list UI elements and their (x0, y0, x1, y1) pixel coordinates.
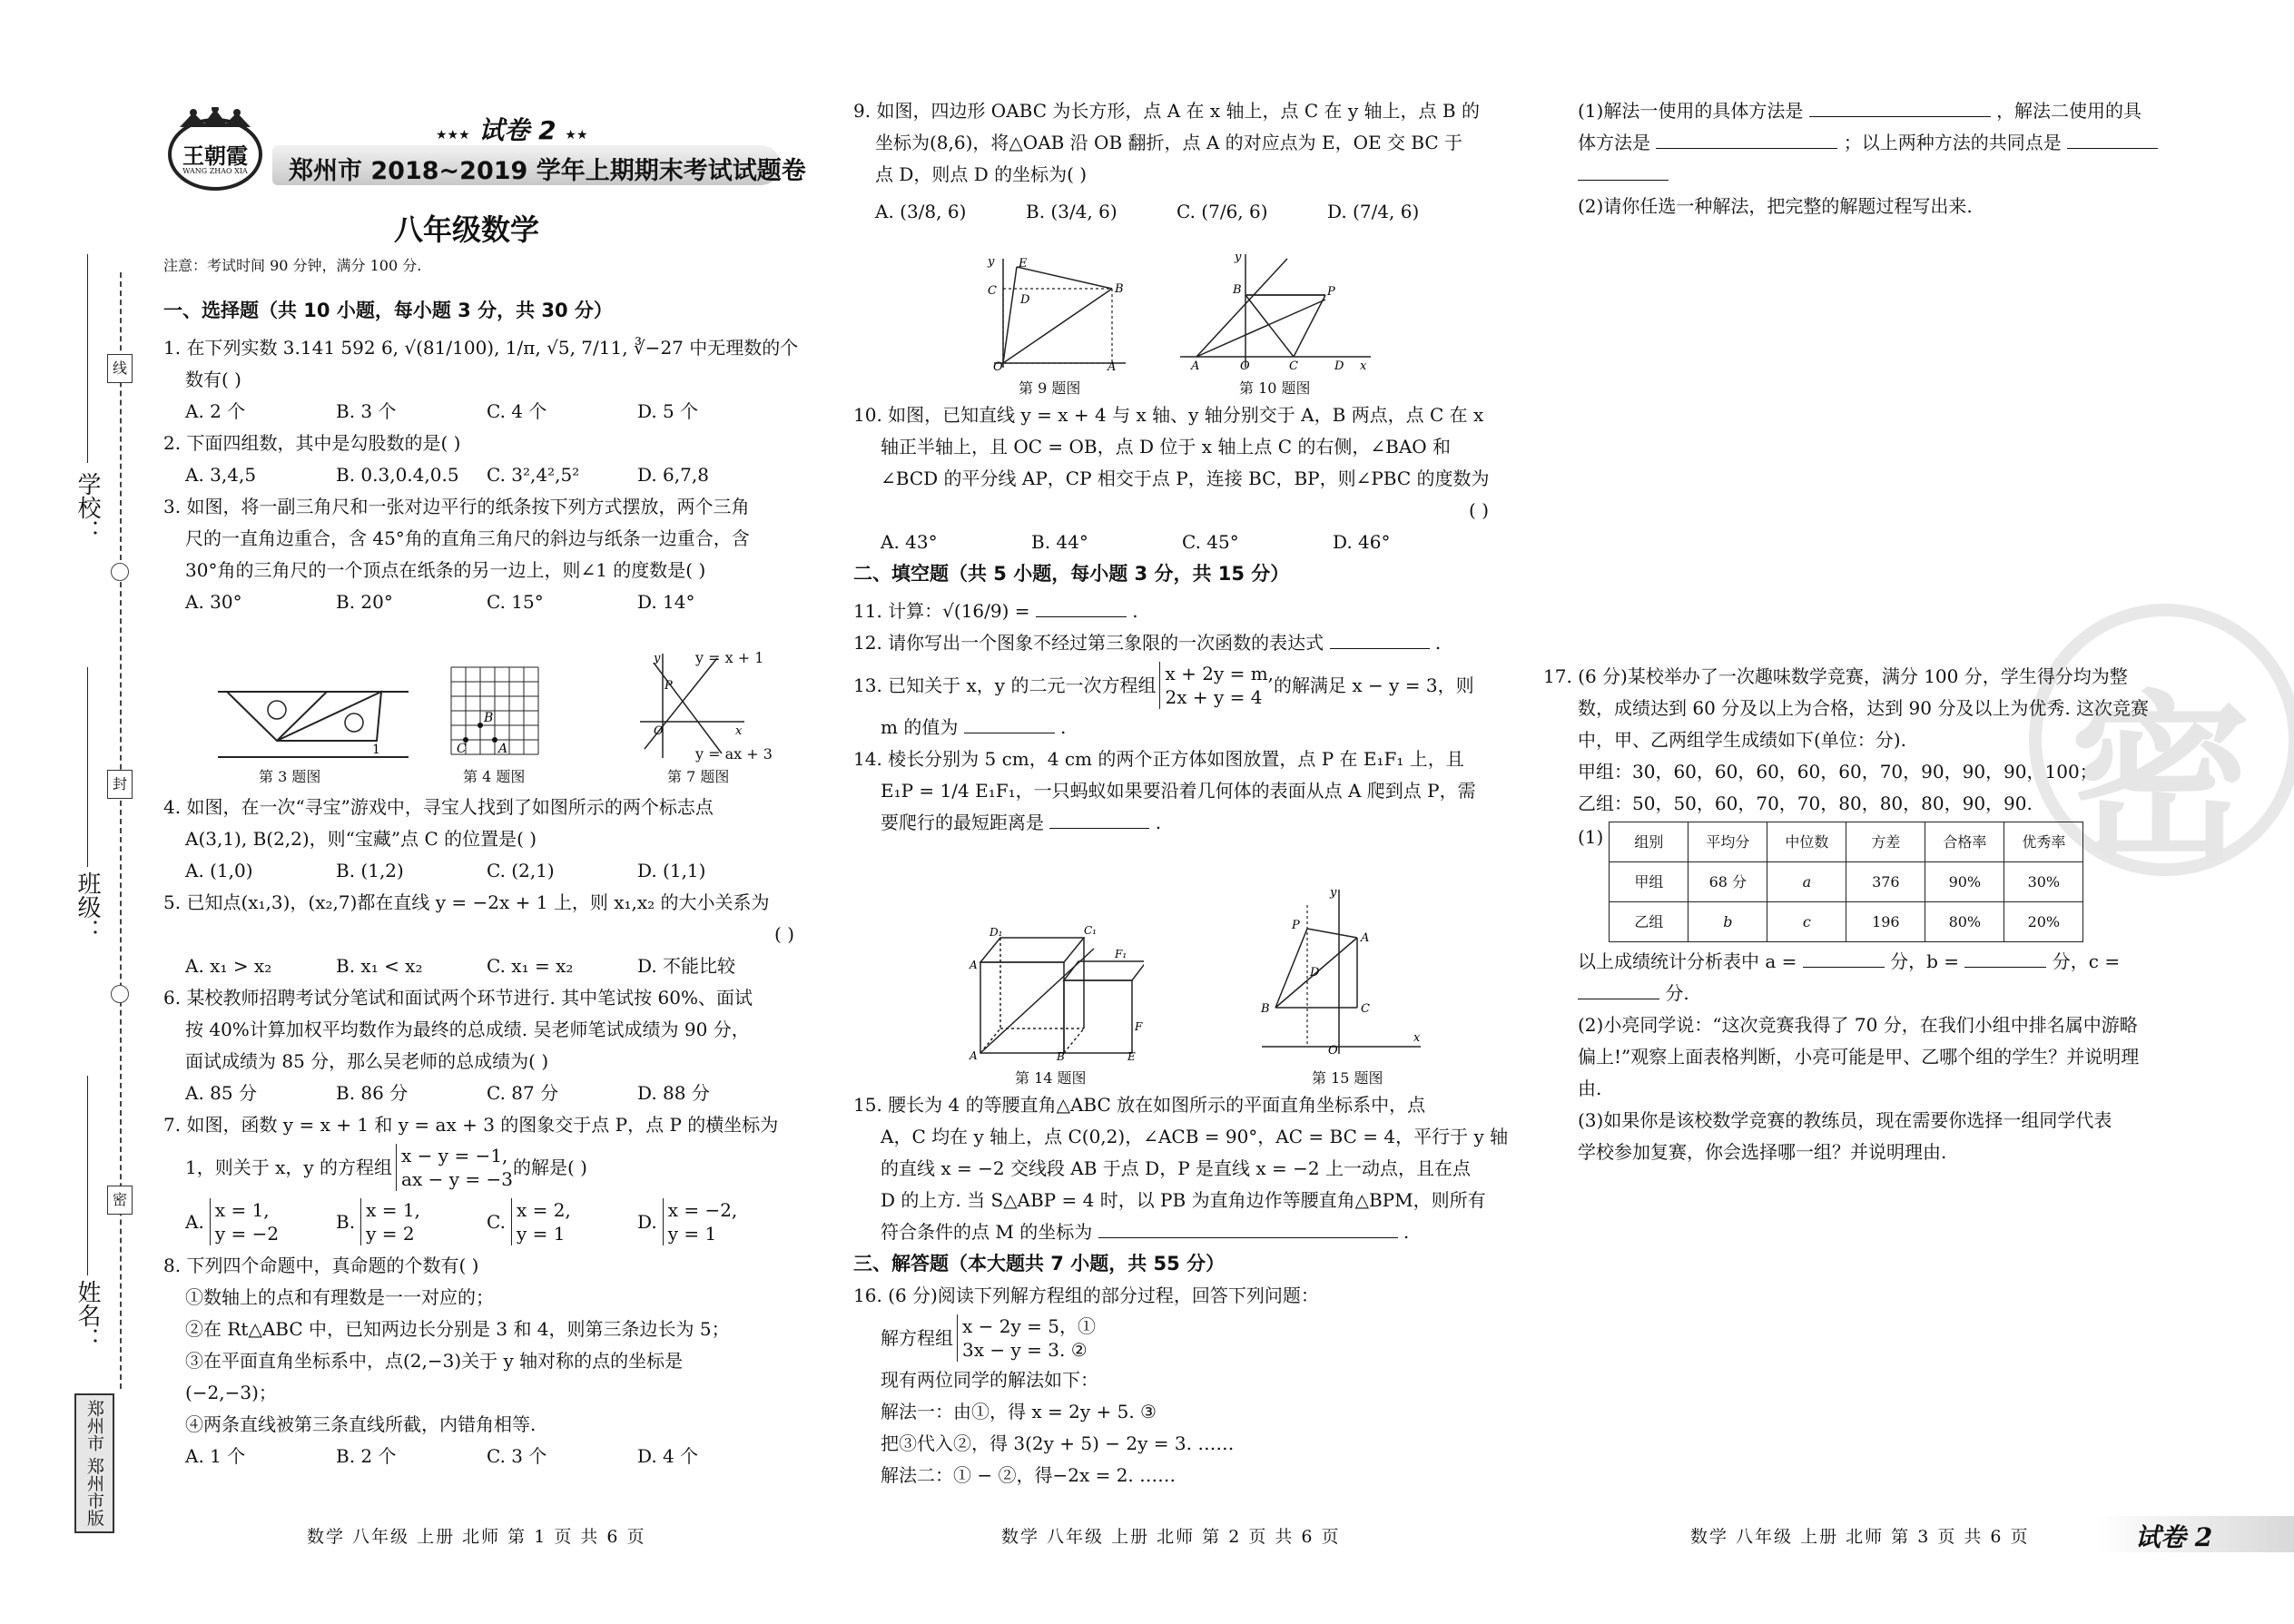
q2-option-a[interactable]: A. 3,4,5 (185, 464, 257, 486)
seal-close-label: 密 (107, 1186, 133, 1215)
footer-page2: 数学 八年级 上册 北师 第 2 页 共 6 页 (1001, 1527, 1341, 1547)
q12 (853, 627, 1507, 659)
svg-text:B: B (1261, 1002, 1270, 1016)
svg-text:x: x (735, 724, 743, 738)
figure-q7-line1-label: y = x + 1 (695, 649, 764, 666)
q17-c-label: 分，c = (2052, 950, 2121, 972)
q16-stem-4: 解法一：由①，得 x = 2y + 5. ③ (881, 1401, 1157, 1422)
q7-option-d-row2: y = 1 (667, 1223, 717, 1245)
q16-common-blank-2[interactable] (1578, 162, 1669, 181)
svg-text:D: D (1310, 966, 1320, 979)
svg-text:C: C (457, 742, 467, 756)
q17-table-label: (1) (1578, 826, 1604, 848)
svg-text:O: O (1328, 1044, 1338, 1058)
q17-a-label: 以上成绩统计分析表中 a = (1578, 950, 1797, 972)
q7-option-c-row2: y = 1 (516, 1223, 566, 1245)
q7-option-b[interactable] (336, 1198, 487, 1245)
q11-answer-blank[interactable] (1036, 598, 1127, 617)
table-cell: b (1689, 902, 1767, 942)
q4-option-c[interactable]: C. (2,1) (487, 860, 555, 881)
q16-part1-a: (1)解法一使用的具体方法是 (1578, 100, 1804, 122)
q16-part1-d: ；以上两种方法的共同点是 (1843, 132, 2062, 153)
logo-text: 王朝霞 (182, 143, 248, 169)
q8-option-a[interactable]: A. 1 个 (185, 1445, 246, 1467)
svg-text:A: A (970, 1049, 978, 1062)
svg-text:A: A (498, 742, 508, 756)
school-field[interactable] (87, 254, 88, 463)
q3-stem-1: 3. 如图，将一副三角尺和一张对边平行的纸条按下列方式摆放，两个三角 (163, 496, 750, 517)
name-field[interactable] (87, 1076, 88, 1275)
q8-option-c[interactable]: C. 3 个 (487, 1445, 547, 1467)
q15-stem-4: D 的上方. 当 S△ABP = 4 时，以 PB 为直角边作等腰直角△BPM，则所有 (881, 1189, 1486, 1211)
q8-prop-3: ③在平面直角坐标系中，点(2,−3)关于 y 轴对称的点的坐标是 (185, 1350, 684, 1372)
q17-part2-line2: 偏上!”观察上面表格判断，小亮可能是甲、乙哪个组的学生？并说明理 (1578, 1046, 2140, 1068)
table-header-cell: 中位数 (1767, 822, 1846, 862)
figure-q7-line2-label: y = ax + 3 (695, 745, 773, 763)
svg-text:B: B (1233, 283, 1242, 297)
svg-text:O: O (993, 360, 1003, 372)
caption-fig9: 第 9 题图 (1019, 379, 1081, 397)
svg-text:C: C (1361, 1002, 1370, 1016)
q6-option-b[interactable]: B. 86 分 (336, 1082, 409, 1104)
q15-stem-1: 15. 腰长为 4 的等腰直角△ABC 放在如图所示的平面直角坐标系中，点 (853, 1094, 1426, 1116)
table-cell: 80% (1925, 902, 2004, 942)
svg-text:y: y (654, 652, 661, 665)
q10-option-b[interactable]: B. 44° (1031, 531, 1088, 553)
q8-option-d[interactable]: D. 4 个 (637, 1445, 699, 1467)
q17-table-row (1543, 822, 2197, 942)
table-header-cell: 合格率 (1925, 822, 2004, 862)
page1-column (163, 295, 812, 618)
watermark-text: 密 (2070, 675, 2252, 887)
q14-end: . (1155, 812, 1162, 833)
q8-option-b[interactable]: B. 2 个 (336, 1445, 397, 1467)
figure-q4 (449, 665, 551, 765)
caption-fig15: 第 15 题图 (1312, 1069, 1383, 1087)
q1-option-b[interactable]: B. 3 个 (336, 400, 397, 422)
q2-stem: 2. 下面四组数，其中是勾股数的是( ) (163, 432, 461, 454)
q8-stem: 8. 下列四个命题中，真命题的个数有( ) (163, 1255, 479, 1276)
q2-option-d[interactable]: D. 6,7,8 (637, 464, 709, 486)
q13 (853, 659, 1507, 712)
subject-title: 八年级数学 (394, 212, 540, 247)
q5-option-d[interactable]: D. 不能比较 (637, 955, 736, 977)
q15-stem-5-text: 符合条件的点 M 的坐标为 (881, 1221, 1093, 1243)
q2-option-c[interactable]: C. 3²,4²,5² (487, 464, 580, 486)
q12-answer-blank[interactable] (1330, 630, 1430, 649)
section-fill-heading: 二、填空题（共 5 小题，每小题 3 分，共 15 分） (853, 563, 1290, 585)
q6-option-d[interactable]: D. 88 分 (637, 1082, 710, 1104)
stars-right: ★★ (565, 128, 588, 143)
page2-column-mid (853, 399, 1507, 839)
footer-page1: 数学 八年级 上册 北师 第 1 页 共 6 页 (307, 1527, 646, 1547)
svg-text:F: F (1135, 1020, 1143, 1033)
q17-unit: 分. (1665, 982, 1689, 1004)
seal-line-label: 线 (107, 354, 133, 383)
q15-stem-5 (853, 1216, 1507, 1248)
svg-text:C₁: C₁ (1084, 924, 1097, 937)
figure-q9 (980, 254, 1130, 372)
page2-column-lower (853, 1089, 1507, 1491)
q13-text-b: 的解满足 x − y = 3，则 (1274, 674, 1474, 696)
q13-answer-blank[interactable] (964, 714, 1055, 733)
figure-q10 (1180, 250, 1371, 372)
table-cell: 20% (2004, 902, 2083, 942)
section-answer-heading: 三、解答题（本大题共 7 小题，共 55 分） (853, 1253, 1226, 1275)
q7-option-d-row1: x = −2, (667, 1199, 738, 1221)
q16-part1-line1 (1578, 95, 2195, 127)
footer-badge: 试卷 2 (2135, 1522, 2213, 1552)
q15-stem-3: 的直线 x = −2 交线段 AB 于点 D，P 是直线 x = −2 上一动点，且在点 (881, 1157, 1471, 1179)
q5-stem-1: 5. 已知点(x₁,3)，(x₂,7)都在直线 y = −2x + 1 上，则 x₁,x₂ 的大小关系为 (163, 891, 770, 913)
q10-stem-4: ( ) (1469, 499, 1489, 521)
q7-system (396, 1144, 513, 1191)
q17-c-blank[interactable] (1578, 980, 1659, 999)
svg-text:P: P (1292, 919, 1300, 932)
q9-stem-3: 点 D，则点 D 的坐标为( ) (875, 163, 1088, 185)
q7-options (163, 1194, 812, 1250)
figure-q14 (962, 921, 1144, 1062)
table-header-cell: 方差 (1846, 822, 1925, 862)
q9-options (853, 196, 1507, 228)
q14-stem-3-text: 要爬行的最短距离是 (881, 812, 1044, 833)
q12-text: 12. 请你写出一个图象不经过第三象限的一次函数的表达式 (853, 632, 1324, 654)
q7-option-b-row1: x = 1, (366, 1199, 420, 1221)
table-cell: 甲组 (1610, 862, 1689, 902)
q13-system (1159, 662, 1274, 709)
q10-options (853, 527, 1507, 558)
q10-stem-2: 轴正半轴上，且 OC = OB，点 D 位于 x 轴上点 C 的右侧，∠BAO 和 (881, 436, 1452, 458)
q17-part3-line2: 学校参加复赛，你会选择哪一组？并说明理由. (1578, 1141, 1947, 1163)
q4-option-a[interactable]: A. (1,0) (185, 860, 253, 881)
footer-page3: 数学 八年级 上册 北师 第 3 页 共 6 页 (1690, 1527, 2030, 1547)
q17-table-header (1610, 822, 2083, 862)
q7-system-row2: ax − y = −3 (401, 1168, 513, 1190)
q16-method1-blank[interactable] (1809, 98, 1991, 117)
q6-option-a[interactable]: A. 85 分 (185, 1082, 257, 1104)
q17-group-b-scores: 乙组：50，50，60，70，70，80，80，80，90，90. (1578, 792, 2033, 814)
q7-option-c-label: C. (487, 1210, 506, 1233)
q1-stem: 1. 在下列实数 3.141 592 6, √(81/100), 1/π, √5, 7/11, ∛−27 中无理数的个 (163, 337, 799, 359)
q10-stem-1: 10. 如图，已知直线 y = x + 4 与 x 轴、y 轴分别交于 A，B 两点，点 C 在 x (853, 404, 1484, 426)
q16-common-blank[interactable] (2067, 130, 2158, 149)
q9-option-d[interactable]: D. (7/4, 6) (1327, 201, 1420, 222)
q3-stem-2: 尺的一直角边重合，含 45°角的直角三角尺的斜边与纸条一边重合，含 (185, 527, 750, 549)
q16-system (957, 1314, 1096, 1362)
svg-text:A: A (1108, 360, 1117, 372)
q1-option-c[interactable]: C. 4 个 (487, 400, 547, 422)
q11-end: . (1132, 600, 1138, 622)
binding-hole-2 (111, 985, 129, 1003)
q10-option-a[interactable]: A. 43° (881, 531, 938, 553)
table-cell: c (1767, 902, 1846, 942)
table-cell: a (1767, 862, 1846, 902)
name-label: 姓名： (74, 1280, 101, 1351)
svg-text:D: D (1334, 359, 1344, 372)
edition-badge: 郑州市 郑州市版 (74, 1393, 114, 1533)
q2-option-b[interactable]: B. 0.3,0.4,0.5 (336, 464, 459, 486)
table-cell: 30% (2004, 862, 2083, 902)
q16-stem-5: 把③代入②，得 3(2y + 5) − 2y = 3. …… (881, 1432, 1235, 1454)
table-cell: 68 分 (1689, 862, 1767, 902)
seal-fold-label: 封 (107, 770, 133, 799)
q16-stem-1: 16. (6 分)阅读下列解方程组的部分过程，回答下列问题： (853, 1284, 1319, 1306)
q8-options (163, 1441, 812, 1472)
q12-end: . (1434, 632, 1442, 654)
q17-a-blank[interactable] (1803, 949, 1885, 968)
q8-prop-4: ④两条直线被第三条直线所截，内错角相等. (185, 1413, 537, 1435)
q5-option-a[interactable]: A. x₁ > x₂ (185, 955, 272, 977)
logo-subtext: WANG ZHAO XIA (182, 167, 248, 175)
table-header-cell: 优秀率 (2004, 822, 2083, 862)
exam-badge (436, 111, 588, 147)
figure-q3-angle-label: 1 (372, 743, 380, 757)
q9-option-a[interactable]: A. (3/8, 6) (875, 201, 967, 222)
q5-stem-2: ( ) (774, 923, 794, 945)
q11-text: 11. 计算：√(16/9) = (853, 600, 1030, 622)
q7-option-b-label: B. (336, 1210, 356, 1233)
exam-notice: 注意：考试时间 90 分钟，满分 100 分. (163, 257, 422, 274)
q1-options (163, 396, 812, 428)
q10-stem-3: ∠BCD 的平分线 AP，CP 相交于点 P，连接 BC，BP，则∠PBC 的度数为 (881, 468, 1490, 489)
figure-q3 (218, 681, 409, 763)
svg-text:C: C (988, 284, 997, 298)
q17-b-blank[interactable] (1964, 949, 2046, 968)
q16-part1-line2 (1578, 127, 2195, 159)
q7-option-a-row2: y = −2 (214, 1223, 280, 1245)
q4-options (163, 855, 812, 887)
svg-text:B: B (1057, 1050, 1065, 1062)
q14-answer-blank[interactable] (1049, 810, 1149, 829)
q7-option-a-row1: x = 1, (214, 1199, 270, 1221)
q13-line2 (853, 712, 1507, 743)
q7-option-d-label: D. (637, 1210, 657, 1233)
q8-prop-3b: (−2,−3)； (185, 1382, 277, 1403)
caption-fig10: 第 10 题图 (1239, 379, 1311, 397)
q7-option-d[interactable] (637, 1198, 788, 1245)
q17-part1-answers-2 (1543, 978, 2197, 1009)
svg-text:D: D (1020, 293, 1030, 307)
svg-text:O: O (1240, 359, 1250, 372)
svg-text:C: C (1289, 359, 1298, 372)
svg-text:x: x (1360, 359, 1367, 372)
q7-stem-1: 7. 如图，函数 y = x + 1 和 y = ax + 3 的图象交于点 P，点 P 的横坐标为 (163, 1114, 779, 1136)
svg-text:A: A (970, 959, 978, 971)
q3-option-c[interactable]: C. 15° (487, 591, 544, 613)
svg-text:B: B (484, 711, 494, 725)
q16-system-row2: 3x − y = 3. ② (962, 1339, 1088, 1361)
q17-part1-answers (1543, 946, 2197, 978)
q6-stem-1: 6. 某校教师招聘考试分笔试和面试两个环节进行. 其中笔试按 60%、面试 (163, 987, 753, 1009)
q15-end: . (1403, 1221, 1410, 1243)
svg-text:A: A (1191, 359, 1200, 372)
q3-option-d[interactable]: D. 14° (637, 591, 695, 613)
q14-stem-2: E₁P = 1/4 E₁F₁，一只蚂蚁如果要沿着几何体的表面从点 A 爬到点 P，需 (881, 780, 1476, 802)
exam-badge-text: 试卷 2 (478, 115, 556, 145)
q14-stem-1: 14. 棱长分别为 5 cm，4 cm 的两个正方体如图放置，点 P 在 E₁F₁ 上，且 (853, 748, 1464, 770)
q16-part1-c: 体方法是 (1578, 132, 1650, 153)
q3-option-b[interactable]: B. 20° (336, 591, 393, 613)
q7-stem-2a: 1，则关于 x，y 的方程组 (185, 1156, 393, 1178)
table-row (1610, 862, 2083, 902)
q9-stem-1: 9. 如图，四边形 OABC 为长方形，点 A 在 x 轴上，点 C 在 y 轴上，点 B 的 (853, 100, 1480, 122)
svg-text:B: B (1115, 282, 1124, 296)
page2-column (853, 95, 1507, 228)
q2-options (163, 459, 812, 491)
svg-text:y: y (988, 255, 995, 269)
exam-title: 郑州市 2018~2019 学年上期期末考试试题卷 (289, 157, 806, 185)
q17-part2-line1: (2)小亮同学说：“这次竞赛我得了 70 分，在我们小组中排名属中游略 (1578, 1014, 2138, 1036)
svg-text:D₁: D₁ (989, 926, 1003, 939)
table-header-cell: 组别 (1610, 822, 1689, 862)
q1-stem-2: 数有( ) (185, 369, 241, 390)
q17-group-a-scores: 甲组：30，60，60，60，60，60，70，90，90，90，100； (1578, 761, 2098, 782)
q6-options (163, 1078, 812, 1109)
q6-stem-3: 面试成绩为 85 分，那么吴老师的总成绩为( ) (185, 1050, 549, 1072)
q4-stem-1: 4. 如图，在一次“寻宝”游戏中，寻宝人找到了如图所示的两个标志点 (163, 796, 714, 818)
q5-option-b[interactable]: B. x₁ < x₂ (336, 955, 423, 977)
q5-option-c[interactable]: C. x₁ = x₂ (487, 955, 574, 977)
q7-stem-2b: 的解是( ) (512, 1156, 587, 1178)
q16-system-row1: x − 2y = 5，① (962, 1315, 1096, 1337)
q17-part3-line1: (3)如果你是该校数学竞赛的教练员，现在需要你选择一组同学代表 (1578, 1109, 2112, 1131)
q3-option-a[interactable]: A. 30° (185, 591, 242, 613)
q8-prop-1: ①数轴上的点和有理数是一一对应的； (185, 1286, 494, 1308)
stars-left: ★★★ (436, 128, 470, 143)
table-cell: 乙组 (1610, 902, 1689, 942)
q16-system-intro: 解方程组 (881, 1326, 953, 1349)
figure-q15 (1257, 885, 1425, 1058)
q15-answer-blank[interactable] (1098, 1219, 1398, 1238)
q9-option-c[interactable]: C. (7/6, 6) (1177, 201, 1268, 222)
svg-text:E: E (1127, 1050, 1136, 1062)
q10-option-c[interactable]: C. 45° (1182, 531, 1239, 553)
q6-stem-2: 按 40%计算加权平均数作为最终的总成绩. 吴老师笔试成绩为 90 分， (185, 1019, 750, 1040)
caption-fig4: 第 4 题图 (463, 768, 526, 785)
caption-fig14: 第 14 题图 (1015, 1069, 1087, 1087)
class-field[interactable] (87, 667, 88, 867)
q7-option-a[interactable] (185, 1198, 336, 1245)
q13-text: 13. 已知关于 x，y 的二元一次方程组 (853, 674, 1157, 696)
q3-stem-3: 30°角的三角尺的一个顶点在纸条的另一边上，则∠1 的度数是( ) (185, 559, 706, 581)
q10-option-d[interactable]: D. 46° (1333, 531, 1391, 553)
caption-fig3: 第 3 题图 (259, 768, 321, 785)
q16-stem-3: 现有两位同学的解法如下： (881, 1369, 1098, 1391)
q4-option-b[interactable]: B. (1,2) (336, 860, 404, 881)
q16-system-line (853, 1312, 1507, 1364)
q4-option-d[interactable]: D. (1,1) (637, 860, 706, 881)
q7-option-c[interactable] (487, 1198, 637, 1245)
table-cell: 376 (1846, 862, 1925, 902)
binding-dashed-line (120, 272, 122, 1389)
page1-column-lower (163, 792, 812, 1472)
q5-options (163, 950, 812, 982)
section-choice-heading: 一、选择题（共 10 小题，每小题 3 分，共 30 分） (163, 300, 613, 321)
q7-option-b-row2: y = 2 (366, 1223, 415, 1245)
q13-end: . (1060, 716, 1067, 738)
q14-stem-3 (853, 807, 1507, 839)
q11 (853, 595, 1507, 627)
q13-system-row1: x + 2y = m, (1165, 663, 1275, 684)
svg-text:F₁: F₁ (1115, 948, 1127, 960)
q7-option-a-label: A. (185, 1210, 204, 1233)
table-cell: 90% (1925, 862, 2004, 902)
logo (162, 107, 269, 191)
binding-hole-1 (111, 563, 129, 581)
q17-stem-3: 中，甲、乙两组学生成绩如下(单位：分). (1578, 729, 1906, 751)
q16-part2: (2)请你任选一种解法，把完整的解题过程写出来. (1578, 195, 1973, 217)
q9-option-b[interactable]: B. (3/4, 6) (1026, 201, 1117, 222)
table-row (1610, 902, 2083, 942)
figure-q7 (635, 649, 781, 765)
q16-method2-blank[interactable] (1656, 130, 1837, 149)
school-label: 学校： (74, 472, 101, 543)
q9-stem-2: 坐标为(8,6)，将△OAB 沿 OB 翻折，点 A 的对应点为 E，OE 交 BC 于 (875, 132, 1463, 153)
q16-part1-b: ，解法二使用的具 (1996, 100, 2142, 122)
svg-text:P: P (1327, 285, 1335, 299)
q17-stem-2: 数，成绩达到 60 分及以上为合格，达到 90 分及以上为优秀. 这次竞赛 (1578, 697, 2150, 719)
q1-option-d[interactable]: D. 5 个 (637, 400, 699, 422)
q17-stem-1: 17. (6 分)某校举办了一次趣味数学竞赛，满分 100 分，学生得分均为整 (1543, 665, 2128, 687)
q16-stem-6: 解法二：① − ②，得−2x = 2. …… (881, 1464, 1177, 1486)
svg-text:y: y (1235, 251, 1242, 264)
q8-prop-2: ②在 Rt△ABC 中，已知两边长分别是 3 和 4，则第三条边长为 5； (185, 1318, 730, 1340)
q16-part1-line3 (1578, 159, 2195, 191)
q1-option-a[interactable]: A. 2 个 (185, 400, 246, 422)
binding-strip (0, 0, 154, 1624)
q7-system-row1: x − y = −1, (401, 1145, 508, 1166)
q15-stem-2: A，C 均在 y 轴上，点 C(0,2)，∠ACB = 90°，AC = BC = 4，平行于 y 轴 (881, 1126, 1509, 1147)
svg-text:E: E (1019, 257, 1028, 271)
svg-text:A: A (1361, 931, 1370, 945)
q3-options (163, 586, 812, 618)
svg-text:P: P (665, 679, 673, 693)
svg-text:O: O (654, 724, 664, 738)
q13-system-row2: 2x + y = 4 (1165, 686, 1263, 708)
caption-fig7: 第 7 题图 (667, 768, 730, 785)
q4-stem-2: A(3,1), B(2,2)，则“宝藏”点 C 的位置是( ) (185, 828, 537, 850)
q17-stats-table (1609, 822, 2083, 942)
table-cell: 196 (1846, 902, 1925, 942)
q17-b-label: 分，b = (1890, 950, 1960, 972)
svg-text:x: x (1413, 1031, 1421, 1045)
q13-line2-text: m 的值为 (881, 716, 959, 738)
svg-text:y: y (1330, 886, 1337, 900)
class-label: 班级： (74, 871, 101, 942)
table-header-cell: 平均分 (1689, 822, 1767, 862)
page3-q16-continued (1578, 95, 2195, 222)
q7-stem-2 (163, 1141, 812, 1194)
q6-option-c[interactable]: C. 87 分 (487, 1082, 559, 1104)
q17-part2-line3: 由. (1578, 1078, 1602, 1099)
page3-q17 (1543, 661, 2197, 1168)
q7-option-c-row1: x = 2, (516, 1199, 571, 1221)
